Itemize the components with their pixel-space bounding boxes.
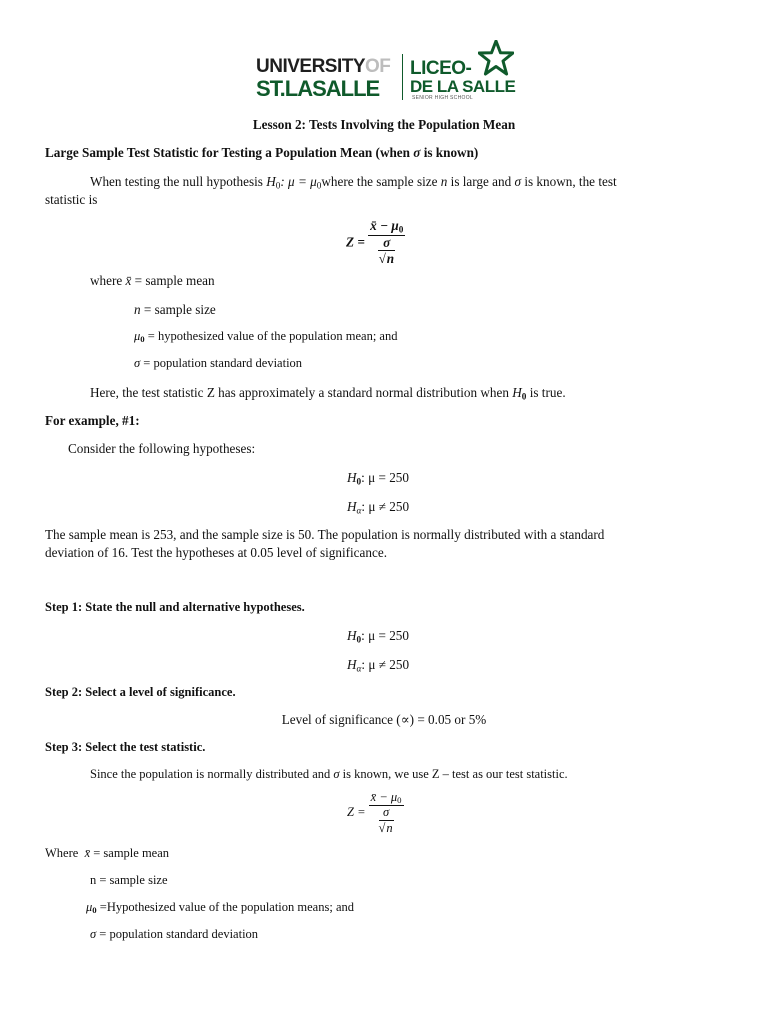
step-1-heading: Step 1: State the null and alternative hypotheses. xyxy=(45,600,305,614)
logo-shs-text: SENIOR HIGH SCHOOL xyxy=(412,95,473,101)
def-hypothesized-mean: $\mu_0$ = hypothesized value of the population mean; and xyxy=(134,329,398,345)
def-std-dev: σ = population standard deviation xyxy=(134,356,303,370)
problem-line-2: deviation of 16. Test the hypotheses at 0.05 level of significance. xyxy=(45,545,387,560)
logo-delasalle-text: DE LA SALLE xyxy=(410,77,516,96)
def-sample-size: n = sample size xyxy=(134,302,216,317)
school-logo xyxy=(256,40,516,102)
example-heading: For example, #1: xyxy=(45,413,140,428)
since-line: Since the population is normally distributed and σ is known, we use Z – test as our test statistic. xyxy=(90,767,568,781)
def2-hypothesized-mean: $\mu_0$ =Hypothesized value of the population means; and xyxy=(86,900,354,916)
null-hypothesis-1: $H_0$: μ = 250 xyxy=(347,470,409,487)
logo-stlasalle-text: ST.LASALLE xyxy=(256,76,380,101)
here-line: Here, the test statistic Z has approximately a standard normal distribution when $H_0$ is true. xyxy=(90,385,566,402)
step-3-heading: Step 3: Select the test statistic. xyxy=(45,740,206,754)
alt-hypothesis-2: $H_\alpha$: μ ≠ 250 xyxy=(347,657,410,674)
section-heading: Large Sample Test Statistic for Testing a Population Mean (when σ is known) xyxy=(45,145,479,160)
logo-divider xyxy=(402,54,403,100)
intro-line-2: statistic is xyxy=(45,192,98,207)
logo-liceo-text: LICEO- xyxy=(410,58,472,79)
z-formula: Z = $\frac{x̄ - \mu_0}{\frac{\sigma}{√n}}$ xyxy=(346,218,404,267)
lesson-title: Lesson 2: Tests Involving the Population Mean xyxy=(252,117,516,132)
null-hypothesis-2: $H_0$: μ = 250 xyxy=(347,628,409,645)
logo-university-text: UNIVERSITYOF xyxy=(256,56,391,77)
intro-line: When testing the null hypothesis $H_0$: $\mu = \mu_0where$ the sample size n is large and σ is known, the test xyxy=(90,174,617,191)
star-icon xyxy=(478,40,514,76)
def2-sample-size: n = sample size xyxy=(90,873,168,887)
def2-sample-mean: Where x̄ = sample mean xyxy=(45,846,170,860)
z-formula-2: Z = $\frac{x̄ - \mu_0}{\frac{\sigma}{√n}}$ xyxy=(347,790,402,835)
step-2-heading: Step 2: Select a level of significance. xyxy=(45,685,236,699)
problem-line-1: The sample mean is 253, and the sample size is 50. The population is normally distributed with a standard xyxy=(45,527,605,542)
significance-level: Level of significance (∝) = 0.05 or 5% xyxy=(281,712,487,727)
def-sample-mean: where x̄ = sample mean xyxy=(90,273,215,288)
consider-line: Consider the following hypotheses: xyxy=(68,441,256,456)
alt-hypothesis-1: $H_\alpha$: μ ≠ 250 xyxy=(347,499,410,516)
def2-std-dev: σ = population standard deviation xyxy=(90,927,259,941)
